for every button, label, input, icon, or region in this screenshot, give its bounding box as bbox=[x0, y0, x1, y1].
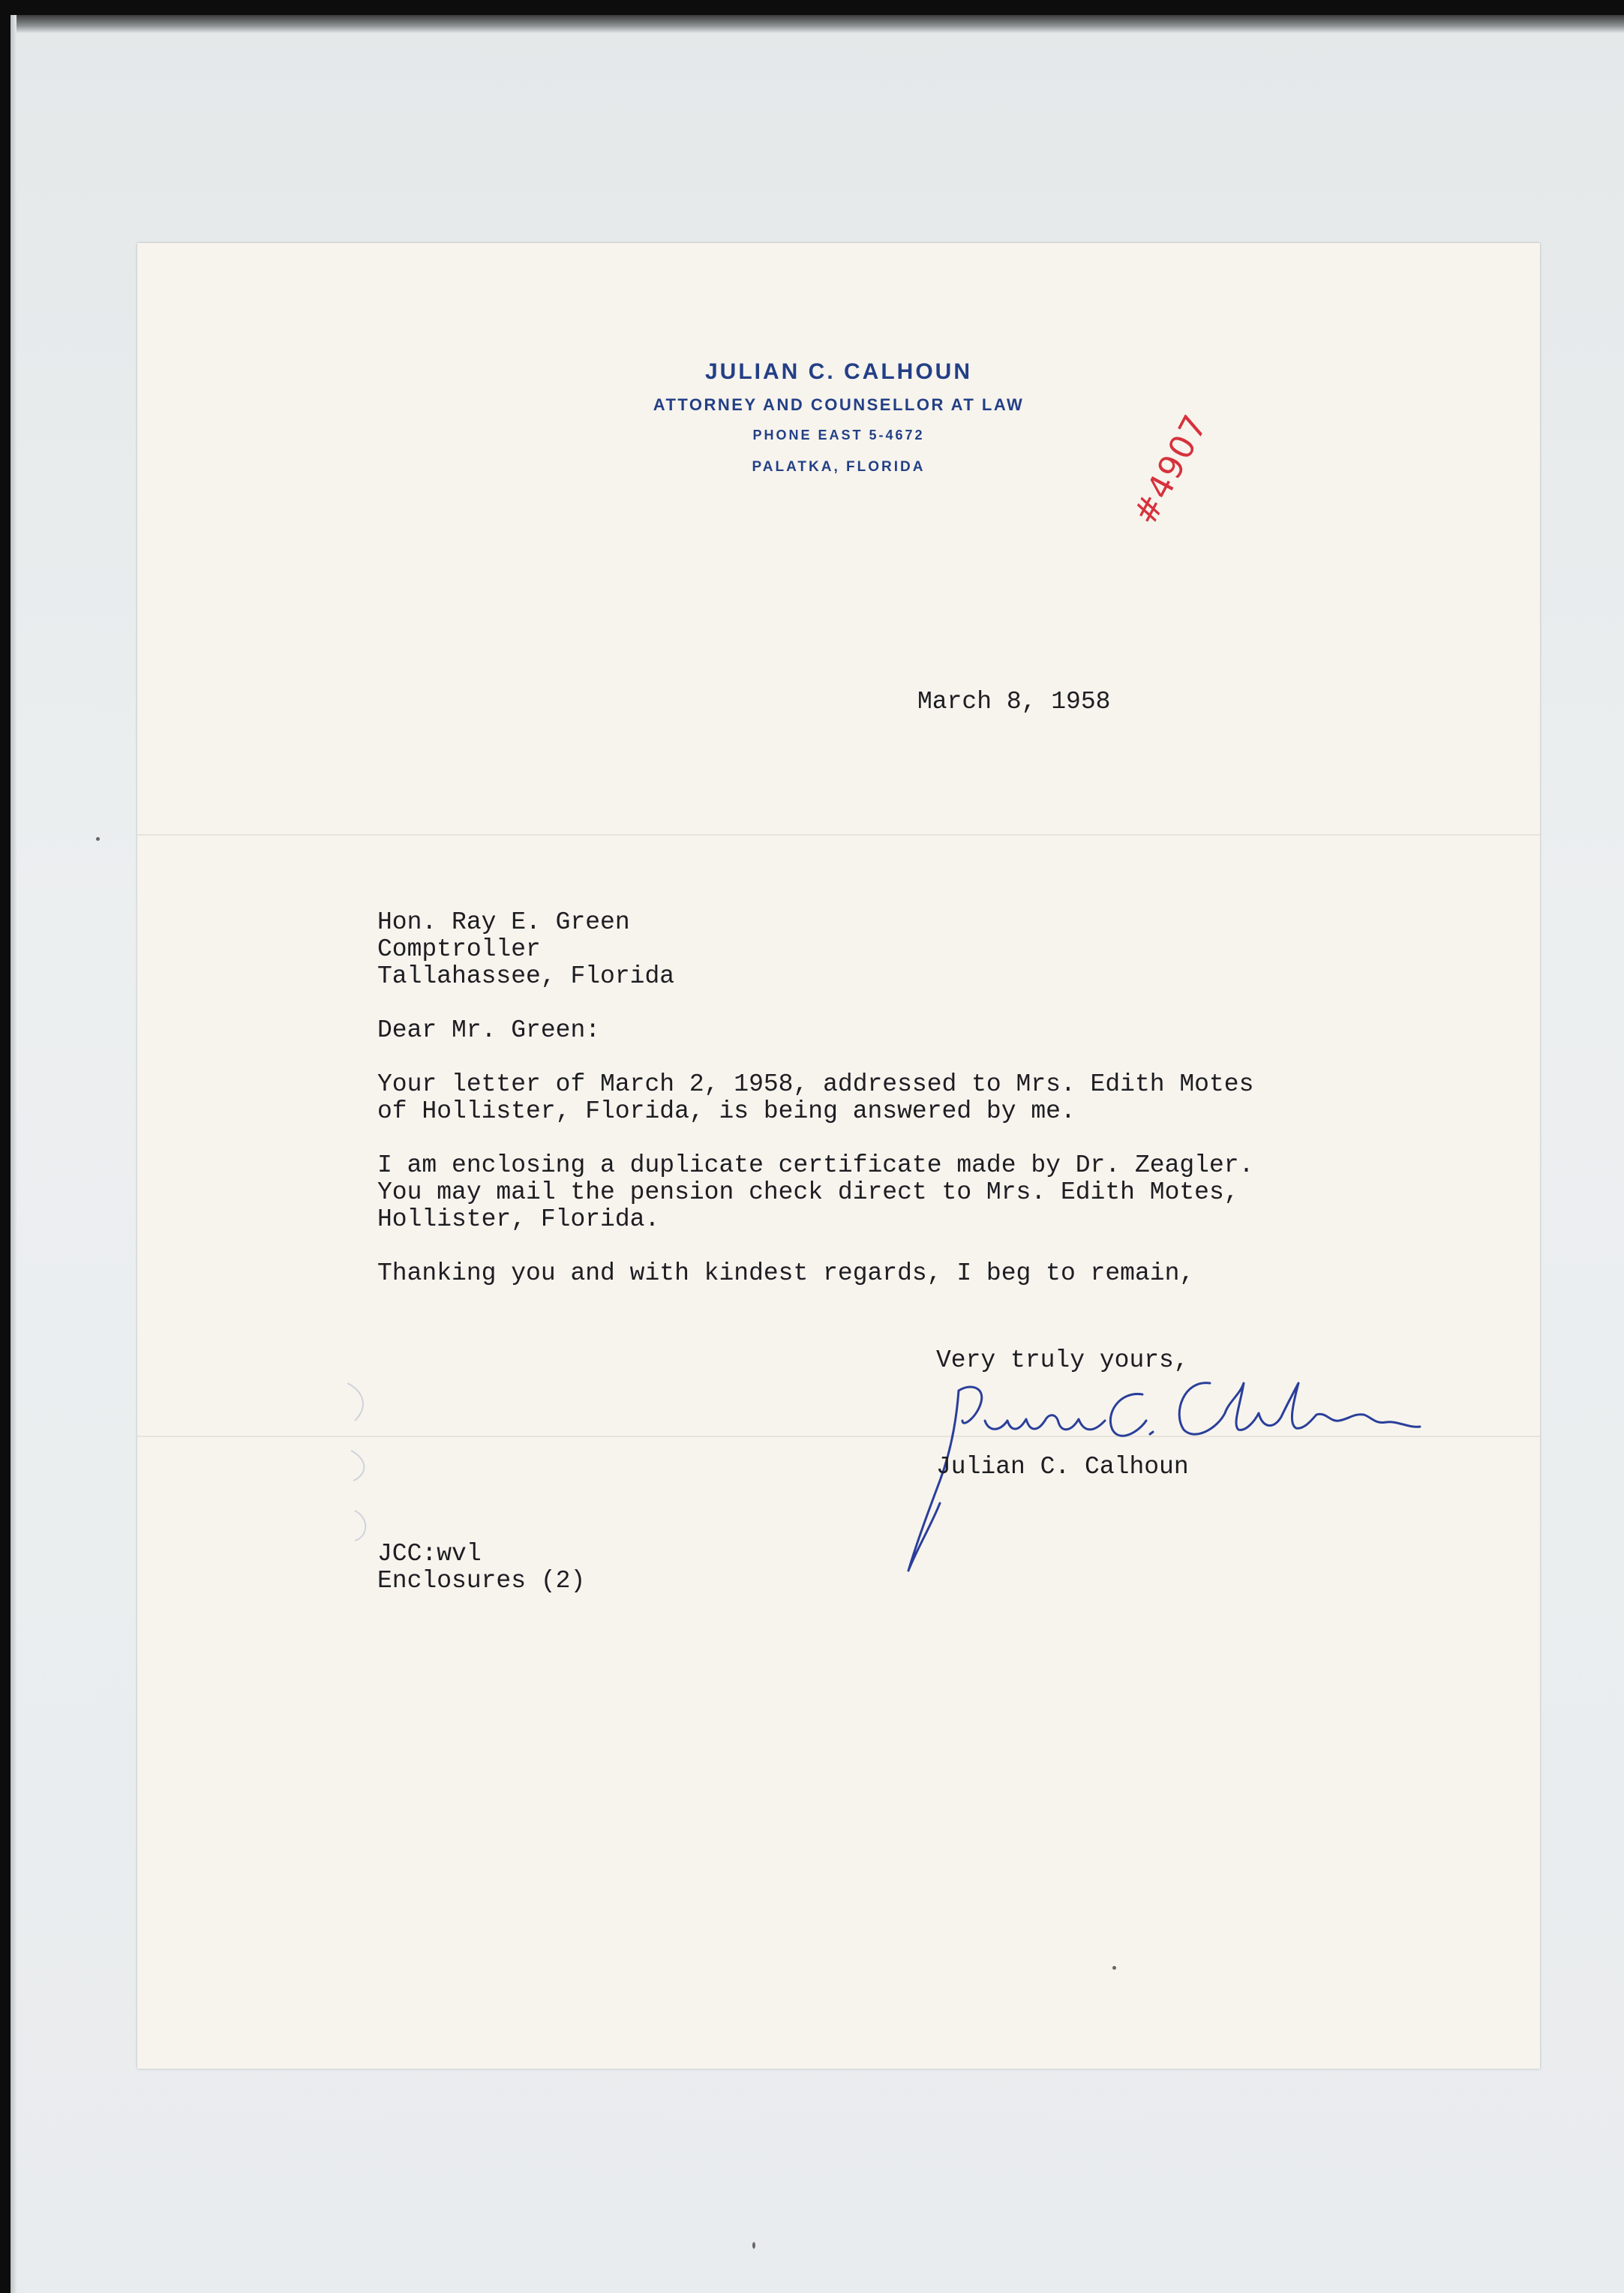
letter-date: March 8, 1958 bbox=[917, 688, 1111, 716]
letter-page bbox=[137, 243, 1540, 2069]
paper-fold-line bbox=[137, 834, 1540, 836]
complimentary-close: Very truly yours, bbox=[936, 1346, 1189, 1374]
recipient-line: Comptroller bbox=[377, 935, 541, 963]
body-paragraph: I am enclosing a duplicate certificate made by Dr. Zeagler. You may mail the pension check direct to Mrs. Edith Motes, Hollister, Florida. bbox=[377, 1151, 1254, 1233]
letterhead-title: ATTORNEY AND COUNSELLOR AT LAW bbox=[653, 395, 1025, 414]
recipient-line: Hon. Ray E. Green bbox=[377, 908, 630, 936]
file-number-stamp: #4907 bbox=[1126, 407, 1216, 531]
scanner-top-edge bbox=[11, 15, 1624, 33]
body-paragraph: Your letter of March 2, 1958, addressed to Mrs. Edith Motes of Hollister, Florida, is being answered by me. bbox=[377, 1070, 1254, 1125]
letterhead-name: JULIAN C. CALHOUN bbox=[705, 359, 972, 384]
dust-speck bbox=[752, 2242, 755, 2249]
body-paragraph: Thanking you and with kindest regards, I beg to remain, bbox=[377, 1259, 1195, 1287]
recipient-line: Tallahassee, Florida bbox=[377, 962, 675, 990]
scanner-left-edge bbox=[11, 15, 17, 2293]
recipient-address bbox=[377, 909, 674, 990]
letterhead-city: PALATKA, FLORIDA bbox=[752, 459, 926, 475]
reference-initials: JCC:wvl Enclosures (2) bbox=[377, 1540, 586, 1595]
dust-speck bbox=[96, 837, 100, 841]
letterhead-phone: PHONE EAST 5-4672 bbox=[752, 428, 925, 443]
salutation: Dear Mr. Green: bbox=[377, 1016, 601, 1044]
signer-name: Julian C. Calhoun bbox=[936, 1453, 1189, 1481]
faint-pencil-mark bbox=[332, 1368, 400, 1593]
dust-speck bbox=[1112, 1966, 1116, 1970]
